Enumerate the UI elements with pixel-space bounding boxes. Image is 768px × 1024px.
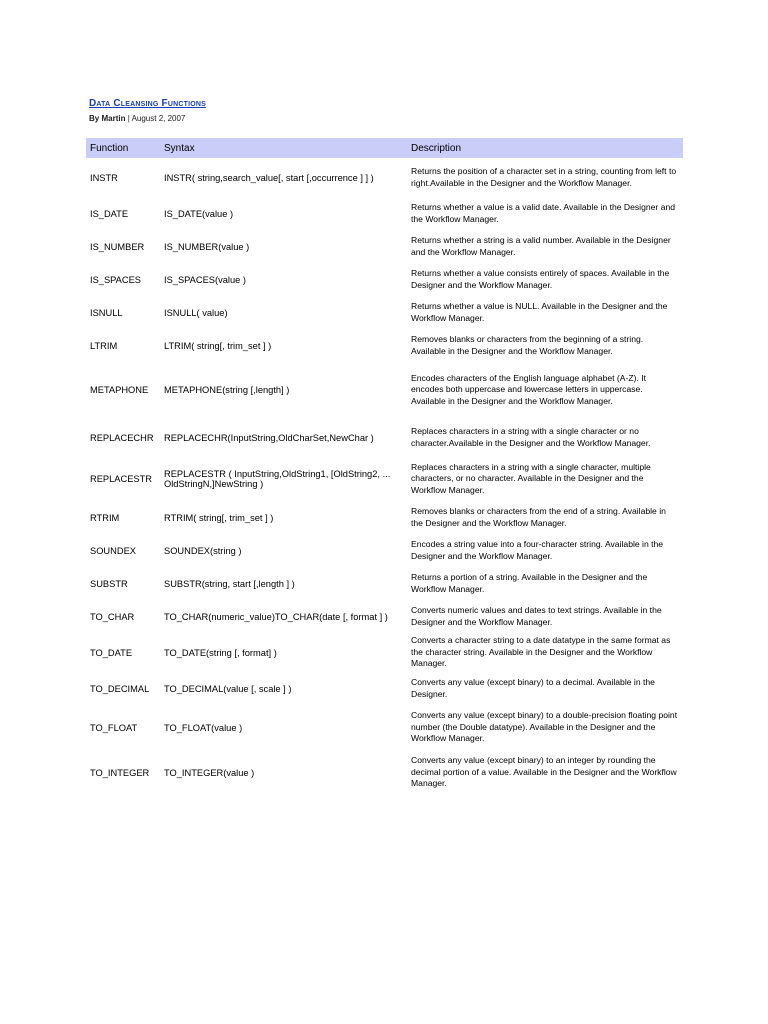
function-name-cell: RTRIM xyxy=(90,512,120,523)
syntax-cell: IS_SPACES(value ) xyxy=(164,274,246,285)
description-cell: Converts any value (except binary) to a double-precision floating point number (the Double datatype). Available in the Designer and the Workflow Manager. xyxy=(411,710,678,744)
table-row xyxy=(86,197,683,230)
column-header-syntax: Syntax xyxy=(164,142,195,154)
byline-prefix: By xyxy=(89,114,100,123)
table-row xyxy=(86,457,683,501)
description-cell: Encodes a string value into a four-character string. Available in the Designer and the Workflow Manager. xyxy=(411,538,664,561)
table-row xyxy=(86,501,683,534)
table-row xyxy=(86,230,683,263)
description-cell: Replaces characters in a string with a single character, multiple characters, or no character. Available in the Designer and the Workflow Manager. xyxy=(411,461,651,495)
description-cell: Returns whether a value is a valid date. Available in the Designer and the Workflow Manager. xyxy=(411,201,676,224)
table-body xyxy=(86,158,683,795)
syntax-cell: TO_DECIMAL(value [, scale ] ) xyxy=(164,683,292,694)
table-row xyxy=(86,362,683,418)
table-row xyxy=(86,705,683,750)
function-name-cell: SUBSTR xyxy=(90,578,128,589)
syntax-cell: ISNULL( value) xyxy=(164,307,228,318)
function-name-cell: LTRIM xyxy=(90,340,118,351)
publish-date: August 2, 2007 xyxy=(131,114,186,123)
table-row xyxy=(86,633,683,672)
table-row xyxy=(86,329,683,362)
functions-table xyxy=(86,138,683,795)
author-name: Martin xyxy=(101,114,126,123)
function-name-cell: TO_INTEGER xyxy=(90,767,150,778)
function-name-cell: TO_DECIMAL xyxy=(90,683,150,694)
description-cell: Removes blanks or characters from the beginning of a string. Available in the Designer and the Workflow Manager. xyxy=(411,333,644,356)
syntax-cell: METAPHONE(string [,length] ) xyxy=(164,385,290,395)
syntax-cell: INSTR( string,search_value[, start [,occurrence ] ] ) xyxy=(164,172,374,183)
table-header-row xyxy=(86,138,683,158)
syntax-cell: SUBSTR(string, start [,length ] ) xyxy=(164,578,295,589)
function-name-cell: METAPHONE xyxy=(90,385,149,395)
byline xyxy=(89,114,683,123)
table-row xyxy=(86,600,683,633)
description-cell: Converts a character string to a date datatype in the same format as the character string. Available in the Designer and the Workflow Manager. xyxy=(411,635,671,669)
syntax-cell: REPLACECHR(InputString,OldCharSet,NewChar ) xyxy=(164,432,374,443)
function-name-cell: IS_NUMBER xyxy=(90,241,145,252)
article xyxy=(86,93,683,795)
function-name-cell: REPLACESTR xyxy=(90,474,152,484)
function-name-cell: IS_SPACES xyxy=(90,274,141,285)
table-row xyxy=(86,750,683,795)
description-cell: Returns a portion of a string. Available in the Designer and the Workflow Manager. xyxy=(411,571,648,594)
table-row xyxy=(86,534,683,567)
syntax-cell: TO_FLOAT(value ) xyxy=(164,722,243,733)
syntax-cell: TO_DATE(string [, format] ) xyxy=(164,647,277,658)
byline-separator: | xyxy=(125,114,132,123)
article-title-link[interactable]: Data Cleansing Functions xyxy=(89,98,206,109)
description-cell: Returns whether a value consists entirely of spaces. Available in the Designer and the Workflow Manager. xyxy=(411,267,670,290)
description-cell: Converts any value (except binary) to an integer by rounding the decimal portion of a value. Available in the Designer and the Workflow Manager. xyxy=(411,755,677,789)
syntax-cell: TO_INTEGER(value ) xyxy=(164,767,255,778)
table-row xyxy=(86,418,683,457)
function-name-cell: TO_CHAR xyxy=(90,611,135,622)
description-cell: Returns whether a value is NULL. Available in the Designer and the Workflow Manager. xyxy=(411,300,668,323)
column-header-description: Description xyxy=(411,142,462,154)
table-row xyxy=(86,158,683,197)
description-cell: Converts numeric values and dates to text strings. Available in the Designer and the Workflow Manager. xyxy=(411,604,662,627)
description-cell: Removes blanks or characters from the end of a string. Available in the Designer and the Workflow Manager. xyxy=(411,505,666,528)
table-row xyxy=(86,263,683,296)
syntax-cell: LTRIM( string[, trim_set ] ) xyxy=(164,340,272,351)
syntax-cell: IS_DATE(value ) xyxy=(164,208,234,219)
description-cell: Returns whether a string is a valid number. Available in the Designer and the Workflow Manager. xyxy=(411,234,671,257)
function-name-cell: INSTR xyxy=(90,172,118,183)
table-row xyxy=(86,296,683,329)
function-name-cell: IS_DATE xyxy=(90,208,129,219)
table-row xyxy=(86,672,683,705)
syntax-cell: TO_CHAR(numeric_value)TO_CHAR(date [, format ] ) xyxy=(164,611,388,622)
syntax-cell: IS_NUMBER(value ) xyxy=(164,241,250,252)
function-name-cell: SOUNDEX xyxy=(90,545,136,556)
syntax-cell: SOUNDEX(string ) xyxy=(164,545,242,556)
syntax-cell: RTRIM( string[, trim_set ] ) xyxy=(164,512,274,523)
syntax-cell: REPLACESTR ( InputString,OldString1, [OldString2, ... OldStringN,]NewString ) xyxy=(164,469,391,489)
table-header xyxy=(86,138,683,158)
description-cell: Returns the position of a character set in a string, counting from left to right.Available in the Designer and the Workflow Manager. xyxy=(411,165,677,188)
function-name-cell: TO_DATE xyxy=(90,647,133,658)
description-cell: Replaces characters in a string with a single character or no character.Available in the Designer and the Workflow Manager. xyxy=(411,425,651,448)
description-cell: Converts any value (except binary) to a decimal. Available in the Designer. xyxy=(411,676,655,699)
description-cell: Encodes characters of the English language alphabet (A-Z). It encodes both uppercase and lowercase letters in uppercase. Available in the Designer and the Workflow Manager. xyxy=(411,372,647,406)
table-row xyxy=(86,567,683,600)
function-name-cell: REPLACECHR xyxy=(90,432,154,443)
function-name-cell: TO_FLOAT xyxy=(90,722,138,733)
column-header-function: Function xyxy=(90,142,129,154)
function-name-cell: ISNULL xyxy=(90,307,123,318)
